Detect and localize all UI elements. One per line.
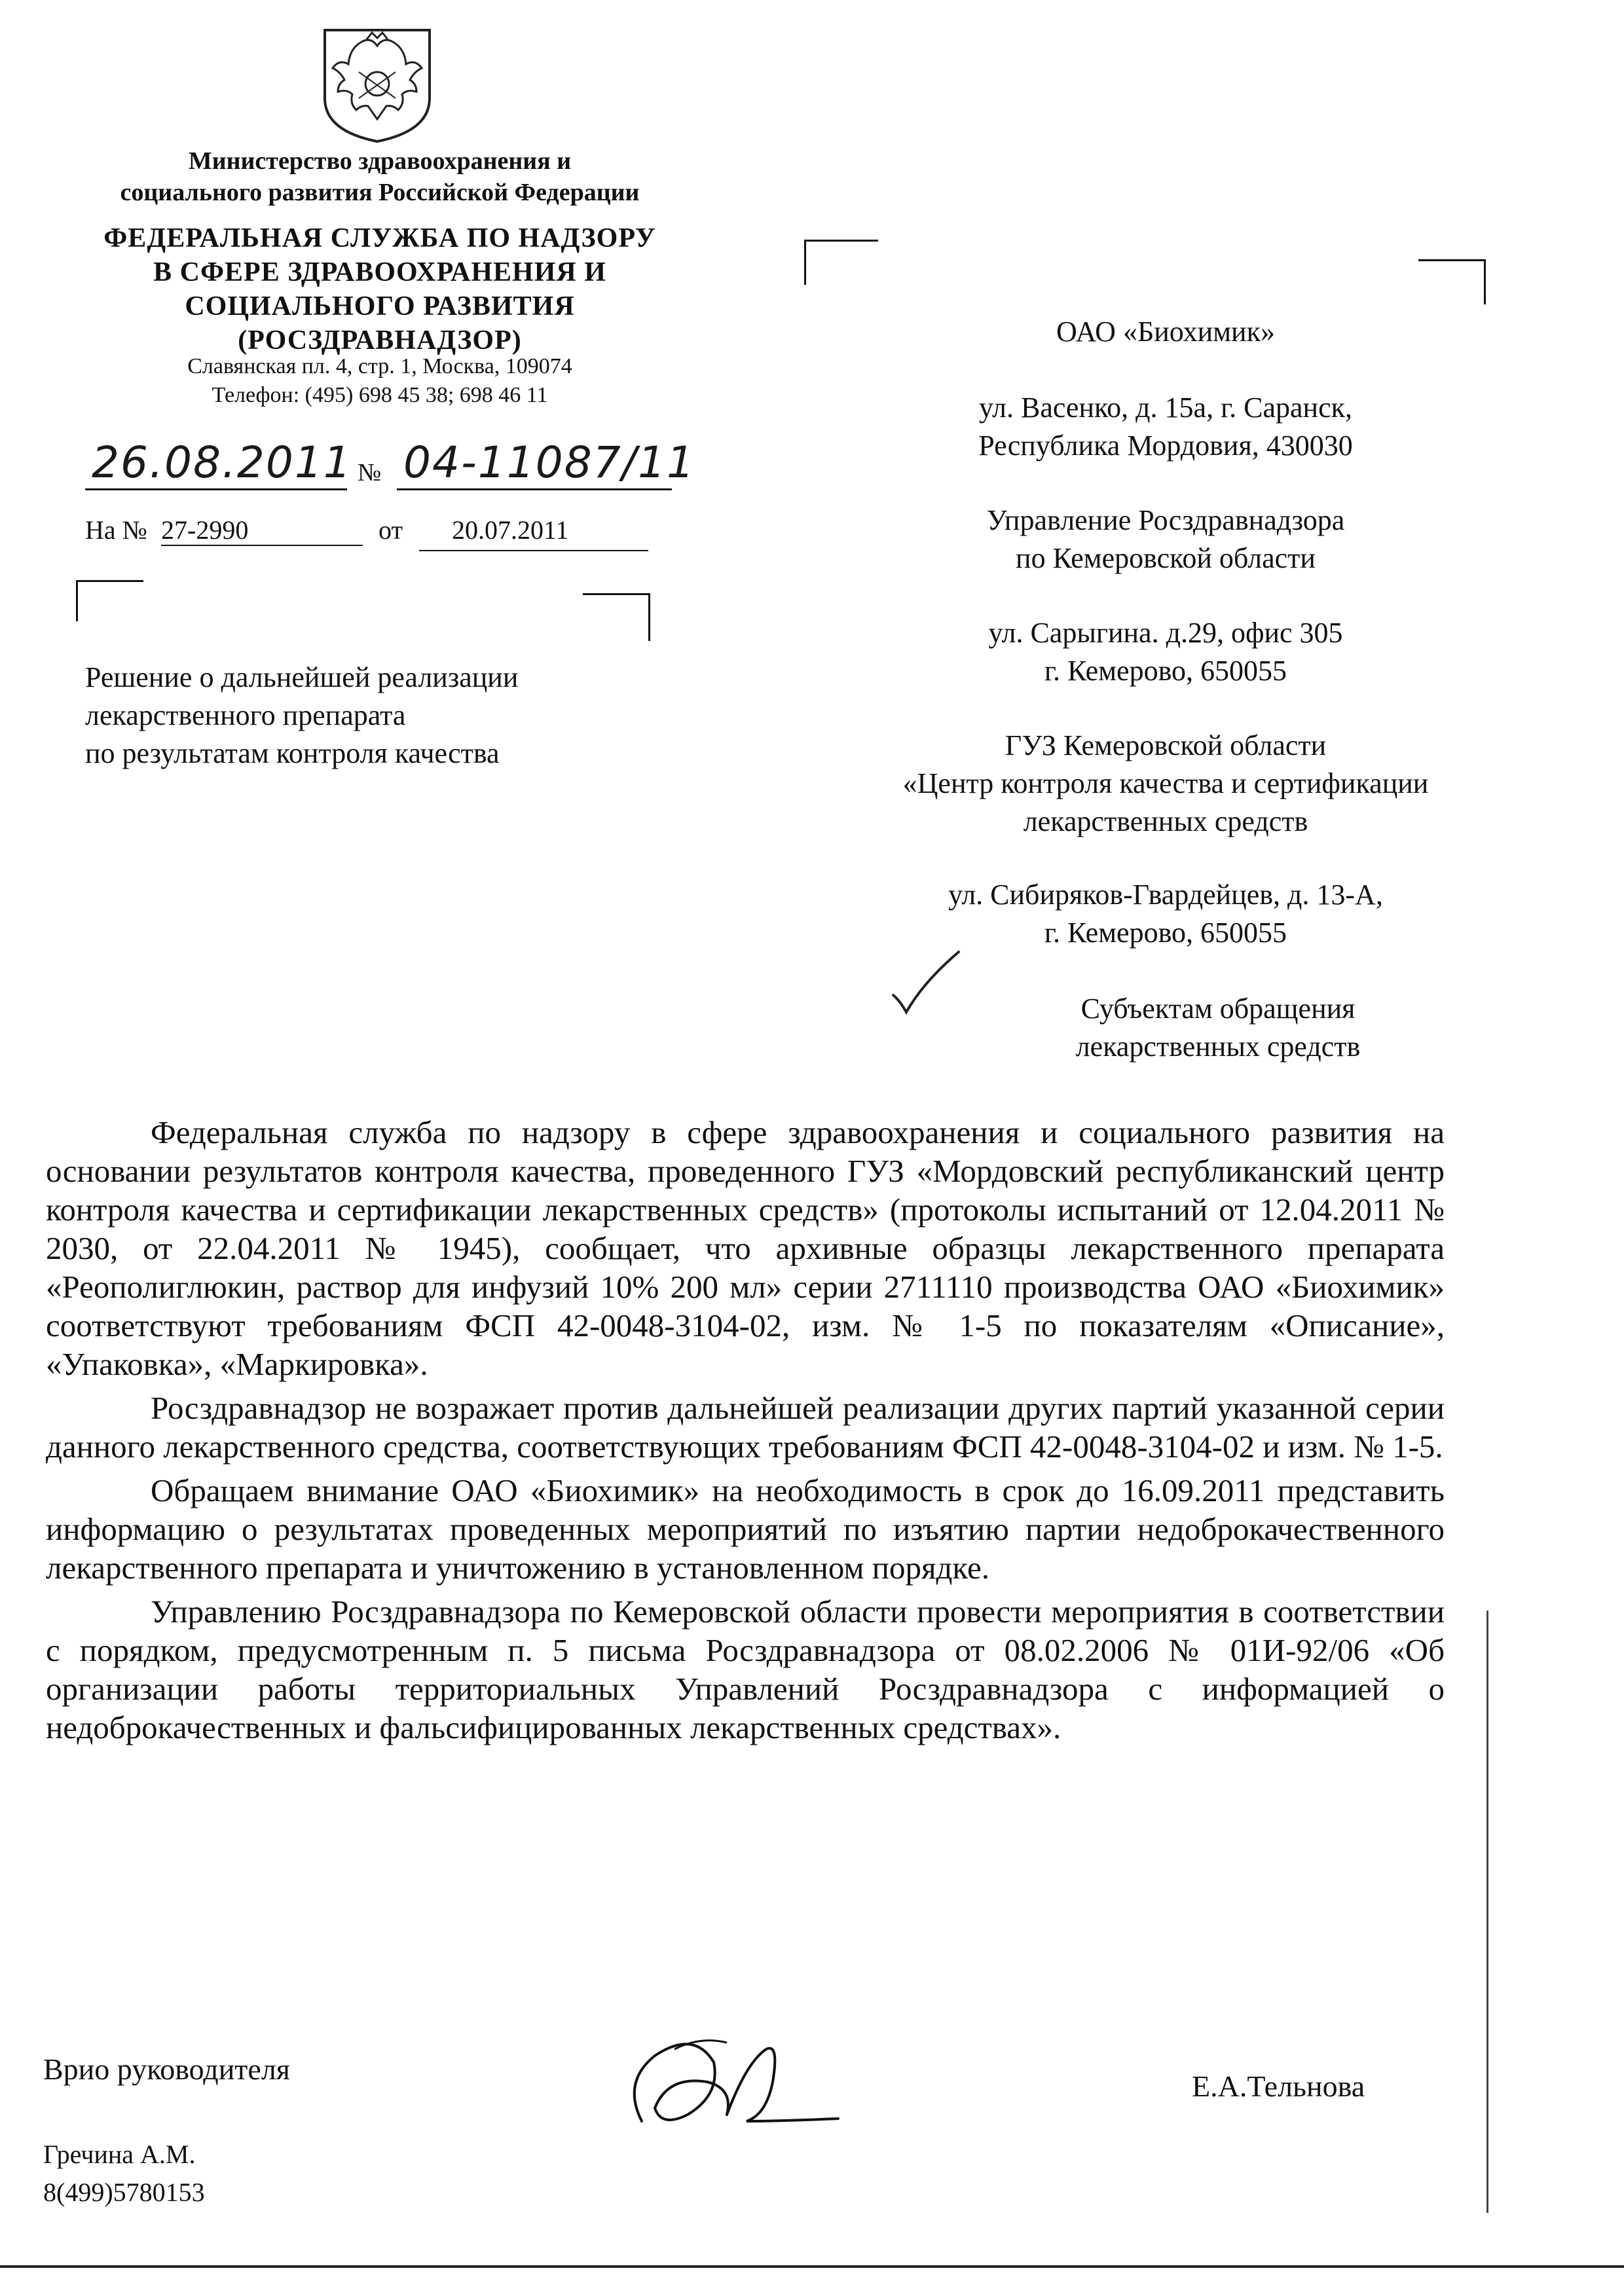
executor-name: Гречина А.М. xyxy=(43,2140,196,2169)
addressee-3: ГУЗ Кемеровской области xyxy=(1005,729,1327,761)
executor-phone: 8(499)5780153 xyxy=(43,2178,205,2207)
addressee-4-line-2: лекарственных средств xyxy=(1075,1030,1361,1063)
service-line-2: В СФЕРЕ ЗДРАВООХРАНЕНИЯ И xyxy=(153,257,606,287)
outgoing-date: 26.08.2011 xyxy=(92,437,352,488)
service-name xyxy=(52,221,707,357)
addressee-bracket-left xyxy=(804,240,878,285)
service-contacts xyxy=(52,352,707,410)
body-paragraph-4: Управлению Росздравнадзора по Кемеровской области провести мероприятия в соответствии с порядком, предусмотренным п. 5 письма Росздравнадзора от 08.02.2006 № 01И-92/06 «Об организации работы территориальных Управлений Росздравнадзора с информацией о недоброкачественных и фальсифицированных лекарственных средствах». xyxy=(46,1594,1445,1745)
reply-number-underline xyxy=(161,545,363,546)
reply-from-label: от xyxy=(378,515,403,545)
reply-prefix: На № xyxy=(85,515,147,545)
handwritten-signature xyxy=(616,2023,851,2141)
reply-date: 20.07.2011 xyxy=(452,515,569,545)
service-line-1: ФЕДЕРАЛЬНАЯ СЛУЖБА ПО НАДЗОРУ xyxy=(103,223,656,253)
body-paragraph-3: Обращаем внимание ОАО «Биохимик» на необходимость в срок до 16.09.2011 представить информацию о результатах проведенных мероприятий по изъятию партии недоброкачественного лекарственного препарата и уничтожению в установленном порядке. xyxy=(46,1472,1445,1586)
addressee-1-address-1: ул. Васенко, д. 15а, г. Саранск, xyxy=(978,392,1353,424)
subject-line-2: лекарственного препарата xyxy=(85,699,406,731)
date-underline xyxy=(85,488,347,490)
outgoing-number: 04-11087/11 xyxy=(403,437,695,488)
service-line-3: СОЦИАЛЬНОГО РАЗВИТИЯ xyxy=(185,291,575,321)
addressee-4: Субъектам обращения xyxy=(1080,993,1356,1025)
addressee-2-address-2: г. Кемерово, 650055 xyxy=(1044,655,1287,687)
number-sign: № xyxy=(358,459,382,486)
addressee-3-line-3: лекарственных средств xyxy=(1023,805,1308,837)
addressee-2-address-1: ул. Сарыгина. д.29, офис 305 xyxy=(988,617,1343,649)
page-bottom-rule xyxy=(0,2265,1624,2268)
signatory-name: Е.А.Тельнова xyxy=(1192,2069,1365,2103)
addressee-3-address-1: ул. Сибиряков-Гвардейцев, д. 13-А, xyxy=(948,879,1383,911)
addressee-2-line-2: по Кемеровской области xyxy=(1016,542,1316,574)
subject-line-1: Решение о дальнейшей реализации xyxy=(85,661,519,693)
coat-of-arms-emblem xyxy=(320,26,435,144)
reply-date-underline xyxy=(419,550,648,551)
subject-bracket-left xyxy=(76,580,143,621)
scan-edge-line xyxy=(1486,1611,1488,2213)
addressee-2: Управление Росздравнадзора xyxy=(986,504,1345,536)
addressee-1: ОАО «Биохимик» xyxy=(1056,316,1275,348)
subject-line-3: по результатам контроля качества xyxy=(85,737,500,769)
addressee-3-address-2: г. Кемерово, 650055 xyxy=(1044,917,1287,949)
ministry-line-1: Министерство здравоохранения и xyxy=(188,147,572,175)
signatory-title: Врио руководителя xyxy=(43,2052,290,2086)
body-paragraph-1: Федеральная служба по надзору в сфере здравоохранения и социального развития на основании результатов контроля качества, проведенного ГУЗ «Мордовский республиканский центр контроля качества и сертификации лекарственных средств» (протоколы испытаний от 12.04.2011 № 2030, от 22.04.2011 № 1945), сообщает, что архивные образцы лекарственного препарата «Реополиглюкин, раствор для инфузий 10% 200 мл» серии 2711110 производства ОАО «Биохимик» соответствуют требованиям ФСП 42-0048-3104-02, изм. № 1-5 по показателям «Описание», «Упаковка», «Маркировка». xyxy=(46,1114,1445,1382)
addressee-1-address-2: Республика Мордовия, 430030 xyxy=(978,429,1353,462)
reply-number: 27-2990 xyxy=(161,515,249,545)
service-phone: Телефон: (495) 698 45 38; 698 46 11 xyxy=(212,383,548,407)
addressee-bracket-right xyxy=(1418,259,1486,304)
check-mark-icon xyxy=(891,949,963,1021)
ministry-line-2: социального развития Российской Федерации xyxy=(120,179,640,206)
subject-bracket-right xyxy=(583,593,650,641)
ministry-name xyxy=(52,145,707,208)
addressee-3-line-2: «Центр контроля качества и сертификации xyxy=(902,767,1429,799)
service-address: Славянская пл. 4, стр. 1, Москва, 109074 xyxy=(187,354,572,378)
number-underline xyxy=(397,488,672,490)
body-paragraph-2: Росздравнадзор не возражает против дальнейшей реализации других партий указанной серии данного лекарственного средства, соответствующих требованиям ФСП 42-0048-3104-02 и изм. № 1-5. xyxy=(46,1390,1445,1465)
letter-body xyxy=(46,1113,1445,1752)
letter-subject xyxy=(85,659,674,773)
service-line-4: (РОСЗДРАВНАДЗОР) xyxy=(238,325,522,355)
executor-info xyxy=(43,2136,205,2212)
